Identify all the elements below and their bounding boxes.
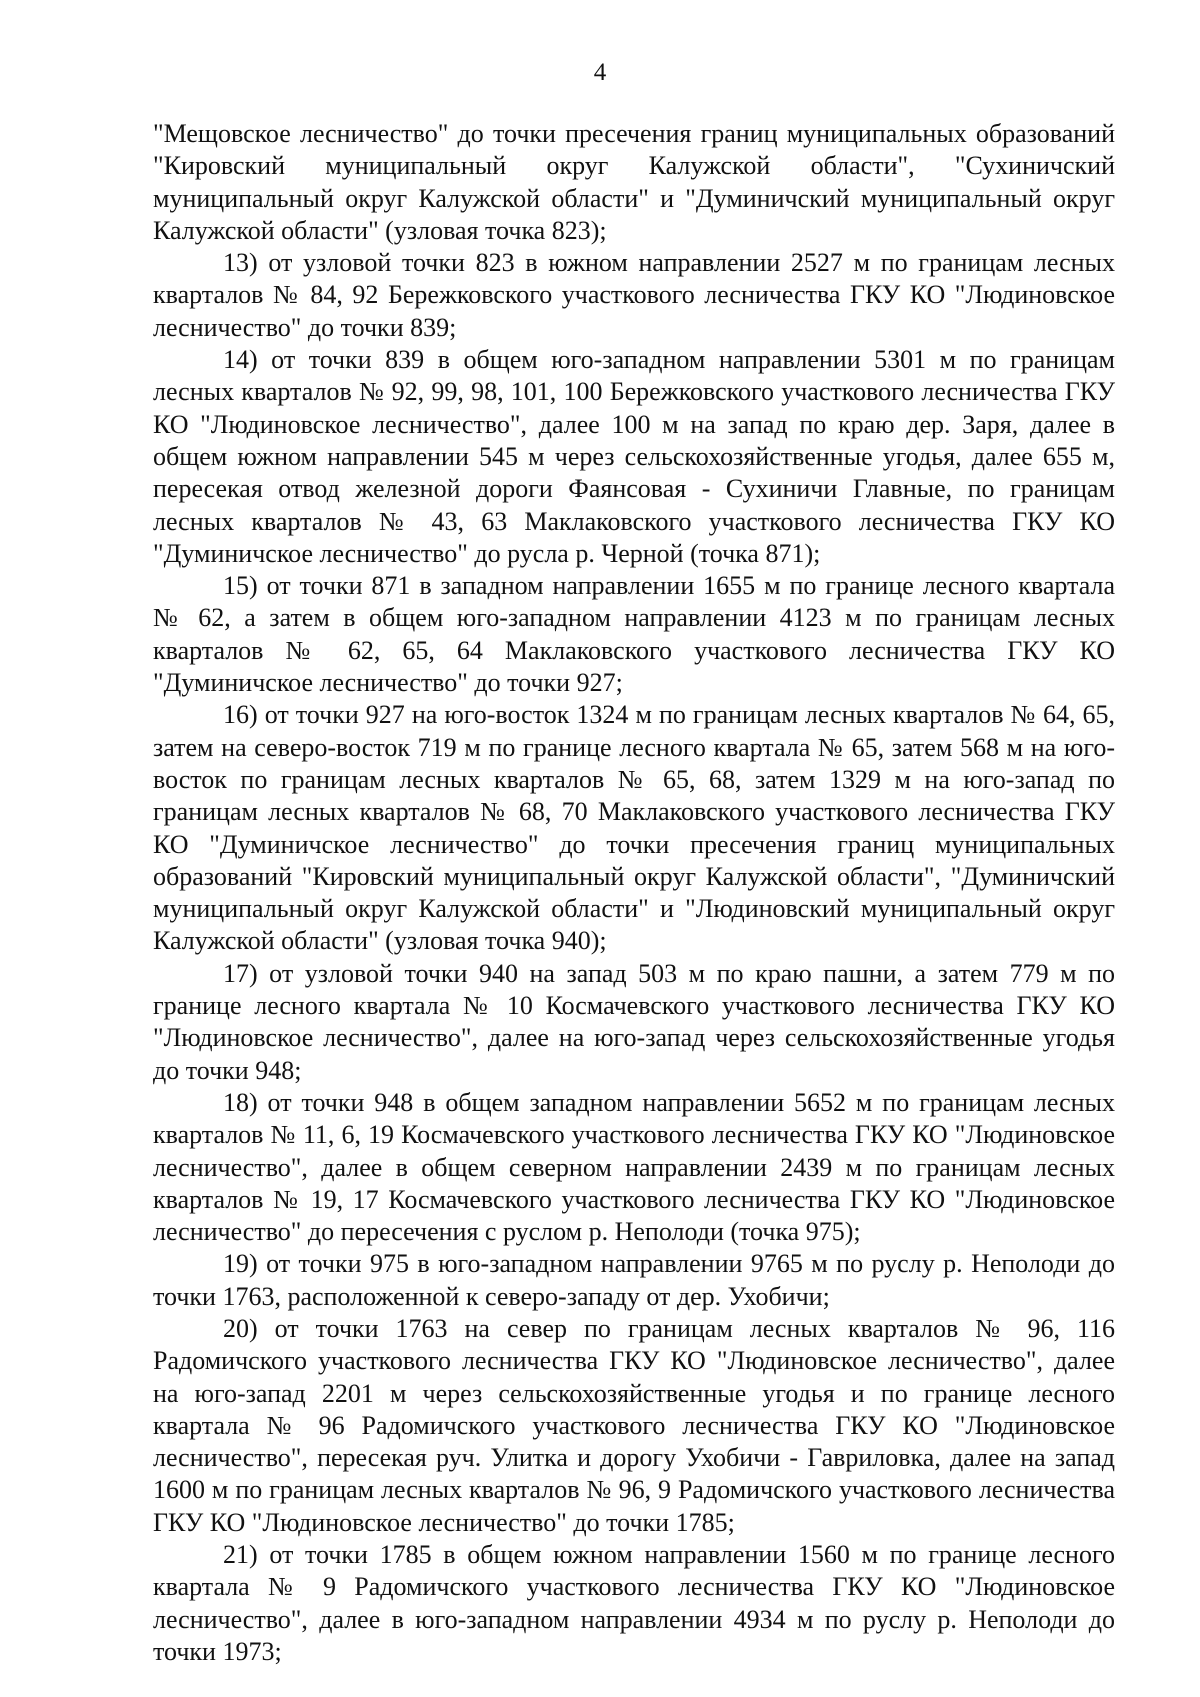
paragraph-item-13: 13) от узловой точки 823 в южном направлении 2527 м по границам лесных кварталов № 84, 92 Бережковского участкового лесничества ГКУ КО "Людиновское лесничество" до точки 839;	[153, 248, 1115, 342]
paragraph-item-19: 19) от точки 975 в юго-западном направлении 9765 м по руслу р. Неполоди до точки 1763, расположенной к северо-западу от дер. Ухобичи;	[153, 1249, 1115, 1311]
paragraph-item-15: 15) от точки 871 в западном направлении 1655 м по границе лесного квартала № 62, а затем в общем юго-западном направлении 4123 м по границам лесных кварталов № 62, 65, 64 Маклаковского участкового лесничества ГКУ КО "Думиничское лесничество" до точки 927;	[153, 571, 1115, 698]
paragraph-item-21: 21) от точки 1785 в общем южном направлении 1560 м по границе лесного квартала № 9 Радомичского участкового лесничества ГКУ КО "Людиновское лесничество", далее в юго-западном направлении 4934 м по руслу р. Неполоди до точки 1973;	[153, 1540, 1115, 1666]
page-number: 4	[593, 59, 607, 86]
paragraph-item-16: 16) от точки 927 на юго-восток 1324 м по границам лесных кварталов № 64, 65, затем на северо-восток 719 м по границе лесного квартала № 65, затем 568 м на юго-восток по границам лесных кварталов № 65, 68, затем 1329 м на юго-запад по границам лесных кварталов № 68, 70 Маклаковского участкового лесничества ГКУ КО "Думиничское лесничество" до точки пресечения границ муниципальных образований "Кировский муниципальный округ Калужской области", "Думиничский муниципальный округ Калужской области" и "Людиновский муниципальный округ Калужской области" (узловая точка 940);	[153, 700, 1115, 956]
paragraph-item-18: 18) от точки 948 в общем западном направлении 5652 м по границам лесных кварталов № 11, 6, 19 Космачевского участкового лесничества ГКУ КО "Людиновское лесничество", далее в общем северном направлении 2439 м по границам лесных кварталов № 19, 17 Космачевского участкового лесничества ГКУ КО "Людиновское лесничество" до пересечения с руслом р. Неполоди (точка 975);	[153, 1087, 1115, 1247]
document-body	[153, 118, 1115, 1668]
paragraph-continuation: "Мещовское лесничество" до точки пресечения границ муниципальных образований "Кировский муниципальный округ Калужской области", "Сухиничский муниципальный округ Калужской области" и "Думиничский муниципальный округ Калужской области" (узловая точка 823);	[153, 119, 1115, 245]
paragraph-item-20: 20) от точки 1763 на север по границам лесных кварталов № 96, 116 Радомичского участкового лесничества ГКУ КО "Людиновское лесничество", далее на юго-запад 2201 м через сельскохозяйственные угодья и по границе лесного квартала № 96 Радомичского участкового лесничества ГКУ КО "Людиновское лесничество", пересекая руч. Улитка и дорогу Ухобичи - Гавриловка, далее на запад 1600 м по границам лесных кварталов № 96, 9 Радомичского участкового лесничества ГКУ КО "Людиновское лесничество" до точки 1785;	[153, 1313, 1115, 1537]
paragraph-item-17: 17) от узловой точки 940 на запад 503 м по краю пашни, а затем 779 м по границе лесного квартала № 10 Космачевского участкового лесничества ГКУ КО "Людиновское лесничество", далее на юго-запад через сельскохозяйственные угодья до точки 948;	[153, 958, 1115, 1085]
paragraph-item-14: 14) от точки 839 в общем юго-западном направлении 5301 м по границам лесных кварталов № 92, 99, 98, 101, 100 Бережковского участкового лесничества ГКУ КО "Людиновское лесничество", далее 100 м на запад по краю дер. Заря, далее в общем южном направлении 545 м через сельскохозяйственные угодья, далее 655 м, пересекая отвод железной дороги Фаянсовая - Сухиничи Главные, по границам лесных кварталов № 43, 63 Маклаковского участкового лесничества ГКУ КО "Думиничское лесничество" до русла р. Черной (точка 871);	[153, 345, 1115, 568]
